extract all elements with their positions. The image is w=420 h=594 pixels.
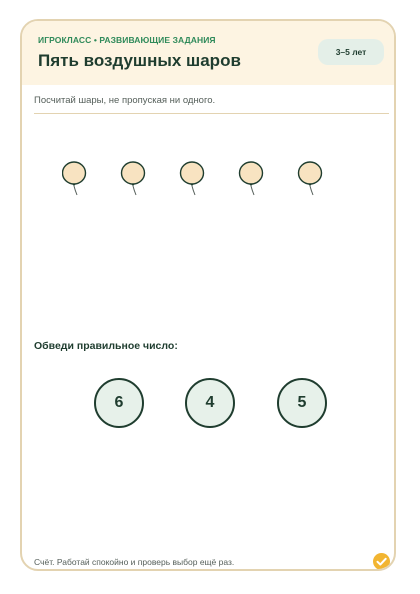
- check-icon: [373, 553, 390, 570]
- balloon-row: [62, 159, 362, 223]
- answer-option-4[interactable]: 4: [185, 378, 235, 428]
- worksheet-header: [22, 21, 394, 85]
- balloon-icon: [122, 162, 145, 195]
- divider: [34, 113, 389, 114]
- instruction-text: Посчитай шары, не пропуская ни одного.: [34, 95, 216, 106]
- answer-option-5[interactable]: 5: [277, 378, 327, 428]
- worksheet-card: [20, 19, 396, 571]
- balloon-icon: [240, 162, 263, 195]
- balloon-icon: [63, 162, 86, 195]
- age-badge: 3–5 лет: [318, 39, 384, 65]
- answer-option-6[interactable]: 6: [94, 378, 144, 428]
- footer-note: Счёт. Работай спокойно и проверь выбор ещё раз.: [34, 557, 235, 567]
- brand-label: ИГРОКЛАСС • РАЗВИВАЮЩИЕ ЗАДАНИЯ: [38, 35, 216, 45]
- page-title: Пять воздушных шаров: [38, 51, 241, 70]
- balloon-icon: [181, 162, 204, 195]
- balloon-icon: [299, 162, 322, 195]
- question-text: Обведи правильное число:: [34, 340, 178, 352]
